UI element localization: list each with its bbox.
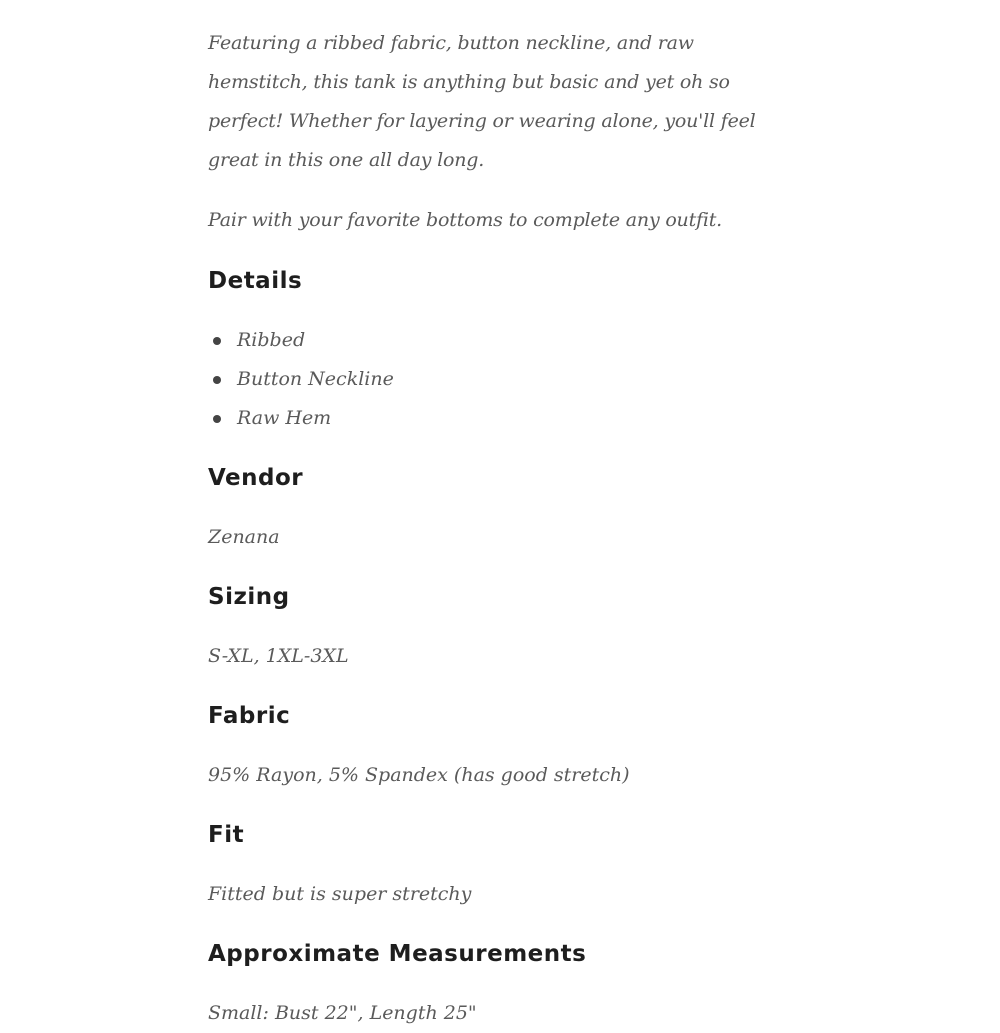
sizing-heading: Sizing [208, 584, 290, 610]
description-paragraph: Pair with your favorite bottoms to complete any outfit. [208, 209, 723, 231]
list-item-label: Ribbed [237, 329, 306, 351]
list-item-label: Button Neckline [237, 368, 394, 390]
list-item [208, 399, 768, 438]
measurements-heading: Approximate Measurements [208, 941, 587, 967]
bullet-icon [213, 415, 221, 423]
description-paragraph: Featuring a ribbed fabric, button neckline, and raw hemstitch, this tank is anything but basic and yet oh so perfect! Whether for layering or wearing alone, you'll feel great in this one all day long. [208, 32, 756, 171]
list-item [208, 321, 768, 360]
list-item [208, 360, 768, 399]
fabric-value: 95% Rayon, 5% Spandex (has good stretch) [208, 764, 630, 786]
measurements-value: Small: Bust 22", Length 25" [208, 1002, 477, 1024]
bullet-icon [213, 376, 221, 384]
bullet-icon [213, 337, 221, 345]
details-heading: Details [208, 268, 303, 294]
vendor-value: Zenana [208, 526, 280, 548]
fit-value: Fitted but is super stretchy [208, 883, 472, 905]
fabric-heading: Fabric [208, 703, 291, 729]
sizing-value: S-XL, 1XL-3XL [208, 645, 349, 667]
list-item-label: Raw Hem [237, 407, 332, 429]
details-list [208, 321, 768, 438]
vendor-heading: Vendor [208, 465, 304, 491]
fit-heading: Fit [208, 822, 245, 848]
product-description [208, 24, 768, 1033]
